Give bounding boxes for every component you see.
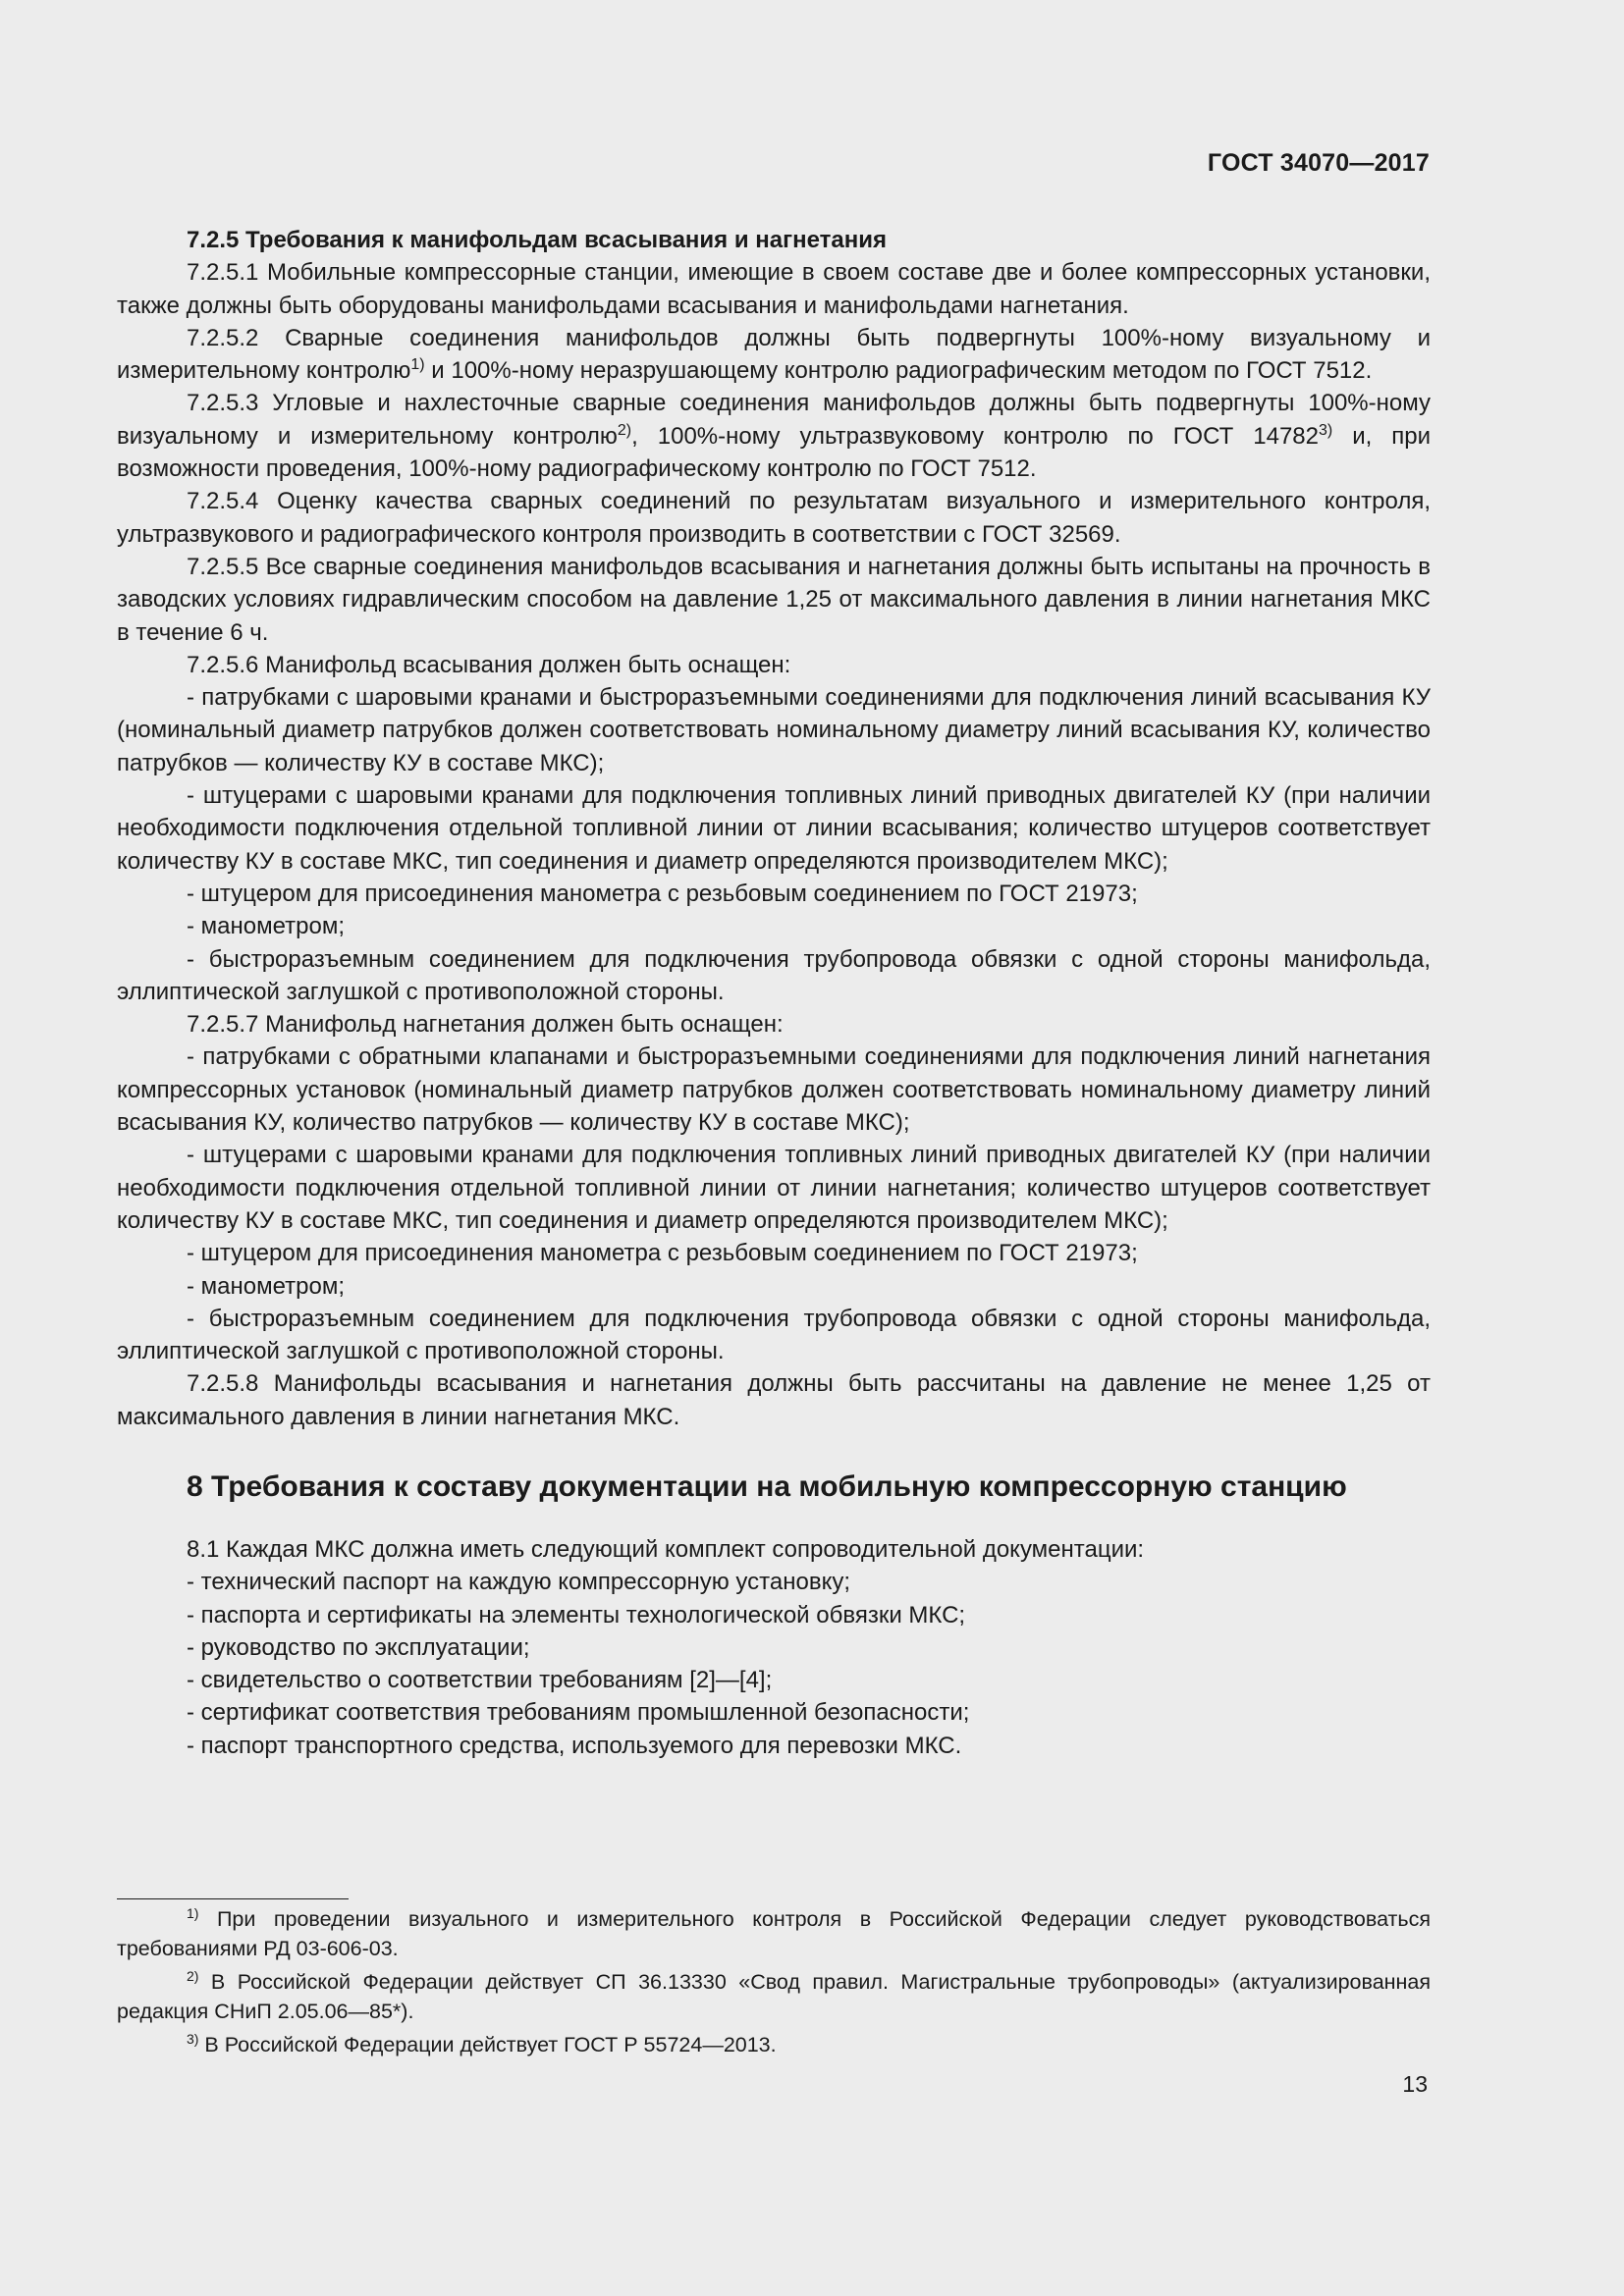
paragraph-7-2-5-8: 7.2.5.8 Манифольды всасывания и нагнетания должны быть рассчитаны на давление не менее 1,25 от максимального давления в линии нагнетания МКС.: [117, 1370, 1431, 1430]
footnote-2: $^{2)}$ В Российской Федерации действует СП 36.13330 «Свод правил. Магистральные трубопроводы» (актуализированная редакция СНиП 2.05.06—85*).: [117, 1968, 1431, 2023]
section-heading-7-2-5: 7.2.5 Требования к манифольдам всасывания и нагнетания: [187, 227, 887, 253]
paragraph-7-2-5-7: 7.2.5.7 Манифольд нагнетания должен быть оснащен:: [187, 1011, 784, 1039]
footnote-1: $^{1)}$ При проведении визуального и измерительного контроля в Российской Федерации следует руководствоваться требованиями РД 03-606-03.: [117, 1905, 1431, 1960]
section-heading-8: 8 Требования к составу документации на мобильную компрессорную станцию: [187, 1469, 1347, 1503]
footnote-ref-1: 1): [410, 356, 425, 374]
footnotes: [117, 1904, 1431, 2063]
paragraph-7-2-5-2: 7.2.5.2 Сварные соединения манифольдов должны быть подвергнуты 100%-ному визуальному и измерительному контролю$^{1)}$ и 100%-ному неразрушающему контролю радиографическим методом по ГОСТ 7512.: [117, 324, 1431, 385]
footnote-3: $^{3)}$ В Российской Федерации действует ГОСТ Р 55724—2013.: [187, 2031, 777, 2056]
list-item: - технический паспорт на каждую компрессорную установку;: [187, 1569, 851, 1596]
footnote-ref-3: 3): [1318, 421, 1333, 439]
footnote-ref-2: 2): [617, 421, 632, 439]
list-item: - манометром;: [187, 913, 346, 940]
paragraph-7-2-5-4: 7.2.5.4 Оценку качества сварных соединений по результатам визуального и измерительного контроля, ультразвукового и радиографического контроля производить в соответствии с ГОСТ 32569.: [117, 488, 1431, 548]
document-id-header: ГОСТ 34070—2017: [1207, 149, 1430, 177]
list-item: - штуцером для присоединения манометра с резьбовым соединением по ГОСТ 21973;: [187, 1240, 1138, 1267]
list-item: - штуцерами с шаровыми кранами для подключения топливных линий приводных двигателей КУ (при наличии необходимости подключения отдельной топливной линии от линии всасывания; количество штуцеров соответствует количеству КУ в составе МКС, тип соединения и диаметр определяются производителем МКС);: [117, 782, 1431, 875]
list-item: - патрубками с обратными клапанами и быстроразъемными соединениями для подключения линий нагнетания компрессорных установок (номинальный диаметр патрубков должен соответствовать номинальному диаметру линий всасывания КУ, количество патрубков — количеству КУ в составе МКС);: [117, 1043, 1431, 1137]
list-item: - штуцером для присоединения манометра с резьбовым соединением по ГОСТ 21973;: [187, 880, 1138, 907]
list-item: - сертификат соответствия требованиям промышленной безопасности;: [187, 1699, 970, 1727]
paragraph-7-2-5-3: 7.2.5.3 Угловые и нахлесточные сварные соединения манифольдов должны быть подвергнуты 100%-ному визуальному и измерительному контролю$^{2)}$, 100%-ному ультразвуковому контролю по ГОСТ 14782$^{3)}$ и, при возможности проведения, 100%-ному радиографическому контролю по ГОСТ 7512.: [117, 390, 1431, 483]
list-item: - паспорта и сертификаты на элементы технологической обвязки МКС;: [187, 1601, 966, 1629]
paragraph-8-1: 8.1 Каждая МКС должна иметь следующий комплект сопроводительной документации:: [187, 1535, 1145, 1563]
list-item: - свидетельство о соответствии требованиям [2]—[4];: [187, 1667, 773, 1694]
paragraph-7-2-5-5: 7.2.5.5 Все сварные соединения манифольдов всасывания и нагнетания должны быть испытаны на прочность в заводских условиях гидравлическим способом на давление 1,25 от максимального давления в линии нагнетания МКС в течение 6 ч.: [117, 553, 1431, 646]
page-number: 13: [1402, 2071, 1428, 2097]
list-item: - руководство по эксплуатации;: [187, 1633, 530, 1661]
list-item: - патрубками с шаровыми кранами и быстроразъемными соединениями для подключения линий всасывания КУ (номинальный диаметр патрубков должен соответствовать номинальному диаметру линий всасывания КУ, количество патрубков — количеству КУ в составе МКС);: [117, 684, 1431, 776]
paragraph-7-2-5-6: 7.2.5.6 Манифольд всасывания должен быть оснащен:: [187, 651, 791, 678]
list-item: - быстроразъемным соединением для подключения трубопровода обвязки с одной стороны манифольда, эллиптической заглушкой с противоположной стороны.: [117, 945, 1431, 1005]
footnote-divider: [117, 1898, 349, 1899]
main-content: [117, 224, 1431, 1762]
list-item: - быстроразъемным соединением для подключения трубопровода обвязки с одной стороны манифольда, эллиптической заглушкой с противоположной стороны.: [117, 1305, 1431, 1365]
paragraph-7-2-5-1: 7.2.5.1 Мобильные компрессорные станции, имеющие в своем составе две и более компрессорных установки, также должны быть оборудованы манифольдами всасывания и манифольдами нагнетания.: [117, 259, 1431, 319]
list-item: - паспорт транспортного средства, используемого для перевозки МКС.: [187, 1732, 962, 1759]
list-item: - штуцерами с шаровыми кранами для подключения топливных линий приводных двигателей КУ (при наличии необходимости подключения отдельной топливной линии от линии нагнетания; количество штуцеров соответствует количеству КУ в составе МКС, тип соединения и диаметр определяются производителем МКС);: [117, 1142, 1431, 1234]
list-item: - манометром;: [187, 1272, 346, 1300]
